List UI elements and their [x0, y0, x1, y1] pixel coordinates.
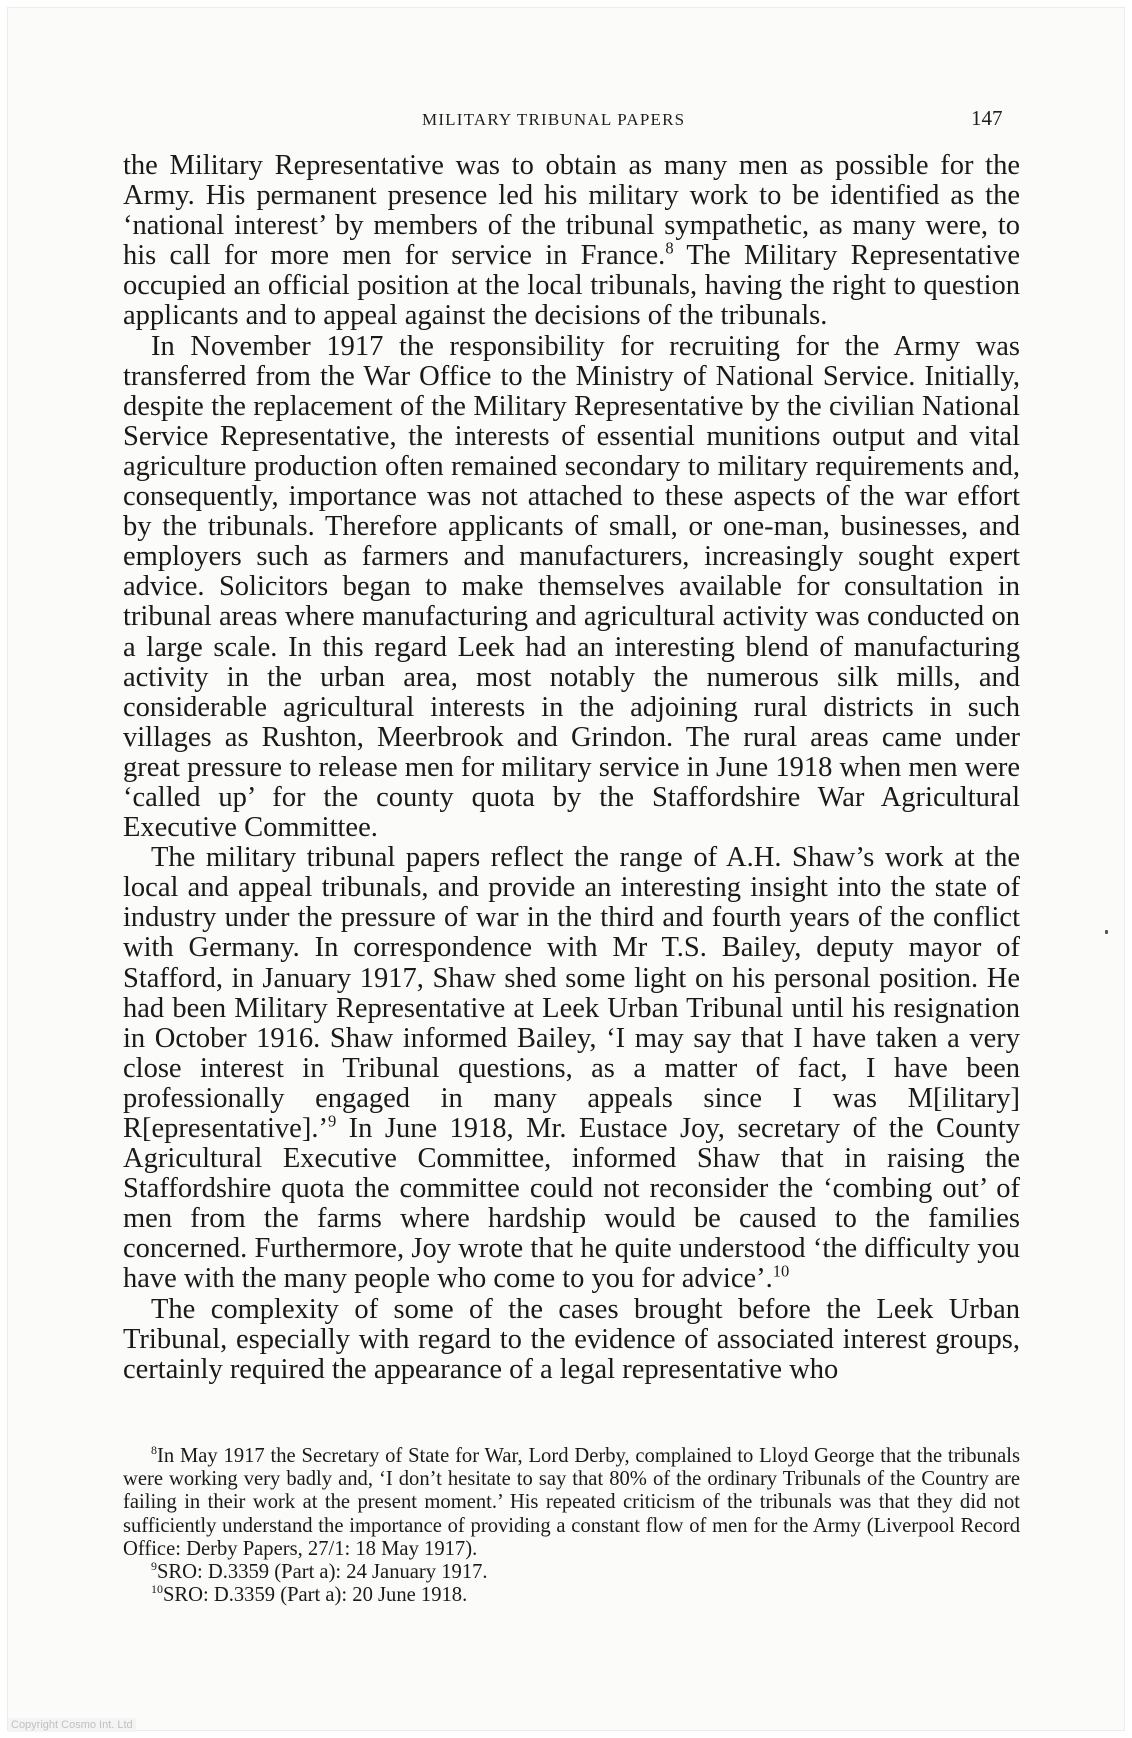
footnote-mark: 10: [151, 1582, 163, 1597]
paragraph-text: The military tribunal papers reflect the range of A.H. Shaw’s work at the local and appeal tribunals, and provide an interesting insight into the state of industry under the pressure of war in the third and fourth years of the conflict with Germany. In correspondence with Mr T.S. Bailey, deputy mayor of Stafford, in January 1917, Shaw shed some light on his personal position. He had been Military Representative at Leek Urban Tribunal until his resignation in October 1916. Shaw informed Bailey, ‘I may say that I have taken a very close interest in Tribunal questions, as a matter of fact, I have been professionally engaged in many appeals since I was M[ilitary] R[epresentative].’: [123, 842, 1020, 1144]
footnote-text: In May 1917 the Secretary of State for War, Lord Derby, complained to Lloyd George that the tribunals were working very badly and, ‘I don’t hesitate to say that 80% of the ordinary Tribunals of the Country are failing in their work at the present moment.’ His repeated criticism of the tribunals was that they did not sufficiently understand the importance of providing a constant flow of men for the Army (Liverpool Record Office: Derby Papers, 27/1: 18 May 1917).: [123, 1445, 1020, 1560]
footnote-10: [123, 1584, 1020, 1607]
footnote-text: SRO: D.3359 (Part a): 20 June 1918.: [162, 1584, 468, 1607]
footnote-8: [123, 1445, 1020, 1561]
paragraph-text: In June 1918, Mr. Eustace Joy, secretary of the County Agricultural Executive Committee, informed Shaw that in raising the Staffordshire quota the committee could not reconsider the ‘combing out’ of men from the farms where hardship would be caused to the families concerned. Furthermore, Joy wrote that he quite understood ‘the difficulty you have with the many people who come to you for advice’.: [123, 1113, 1020, 1295]
paragraph-3: [123, 843, 1020, 1294]
document-page: [8, 8, 1124, 1730]
paragraph-4: The complexity of some of the cases brought before the Leek Urban Tribunal, especially with regard to the evidence of associated interest groups, certainly required the appearance of a legal representative who: [123, 1293, 1020, 1385]
footnote-mark: 9: [151, 1559, 157, 1574]
footnote-text: SRO: D.3359 (Part a): 24 January 1917.: [156, 1561, 488, 1584]
footnote-mark: 8: [151, 1443, 157, 1458]
ink-speck: [1105, 930, 1108, 934]
paragraph-text: the Military Representative was to obtain as many men as possible for the Army. His permanent presence led his military work to be identified as the ‘national interest’ by members of the tribunal sympathetic, as many were, to his call for more men for service in France.: [123, 150, 1020, 272]
footnote-ref-8: 8: [665, 238, 674, 258]
footnote-9: [123, 1561, 1020, 1584]
paragraph-text: The Military Representative occupied an official position at the local tribunals, having the right to question applicants and to appeal against the decisions of the tribunals.: [123, 240, 1020, 332]
body-text: [123, 151, 1020, 1385]
running-title: MILITARY TRIBUNAL PAPERS: [422, 110, 686, 129]
footnotes: [123, 1445, 1020, 1607]
paragraph-1: [123, 151, 1020, 332]
copyright-watermark: Copyright Cosmo Int. Ltd: [8, 1718, 136, 1732]
page-number: 147: [971, 106, 1003, 130]
paragraph-2: In November 1917 the responsibility for recruiting for the Army was transferred from the War Office to the Ministry of National Service. Initially, despite the replacement of the Military Representative by the civilian National Service Representative, the interests of essential munitions output and vital agriculture production often remained secondary to military requirements and, consequently, importance was not attached to these aspects of the war effort by the tribunals. Therefore applicants of small, or one-man, businesses, and employers such as farmers and manufacturers, increasingly sought expert advice. Solicitors began to make themselves available for consultation in tribunal areas where manufacturing and agricultural activity was conducted on a large scale. In this regard Leek had an interesting blend of manufacturing activity in the urban area, most notably the numerous silk mills, and considerable agricultural interests in the adjoining rural districts in such villages as Rushton, Meerbrook and Grindon. The rural areas came under great pressure to release men for military service in June 1918 when men were ‘called up’ for the county quota by the Staffordshire War Agricultural Executive Committee.: [123, 330, 1020, 844]
footnote-ref-9: 9: [327, 1111, 337, 1131]
footnote-ref-10: 10: [772, 1261, 790, 1281]
